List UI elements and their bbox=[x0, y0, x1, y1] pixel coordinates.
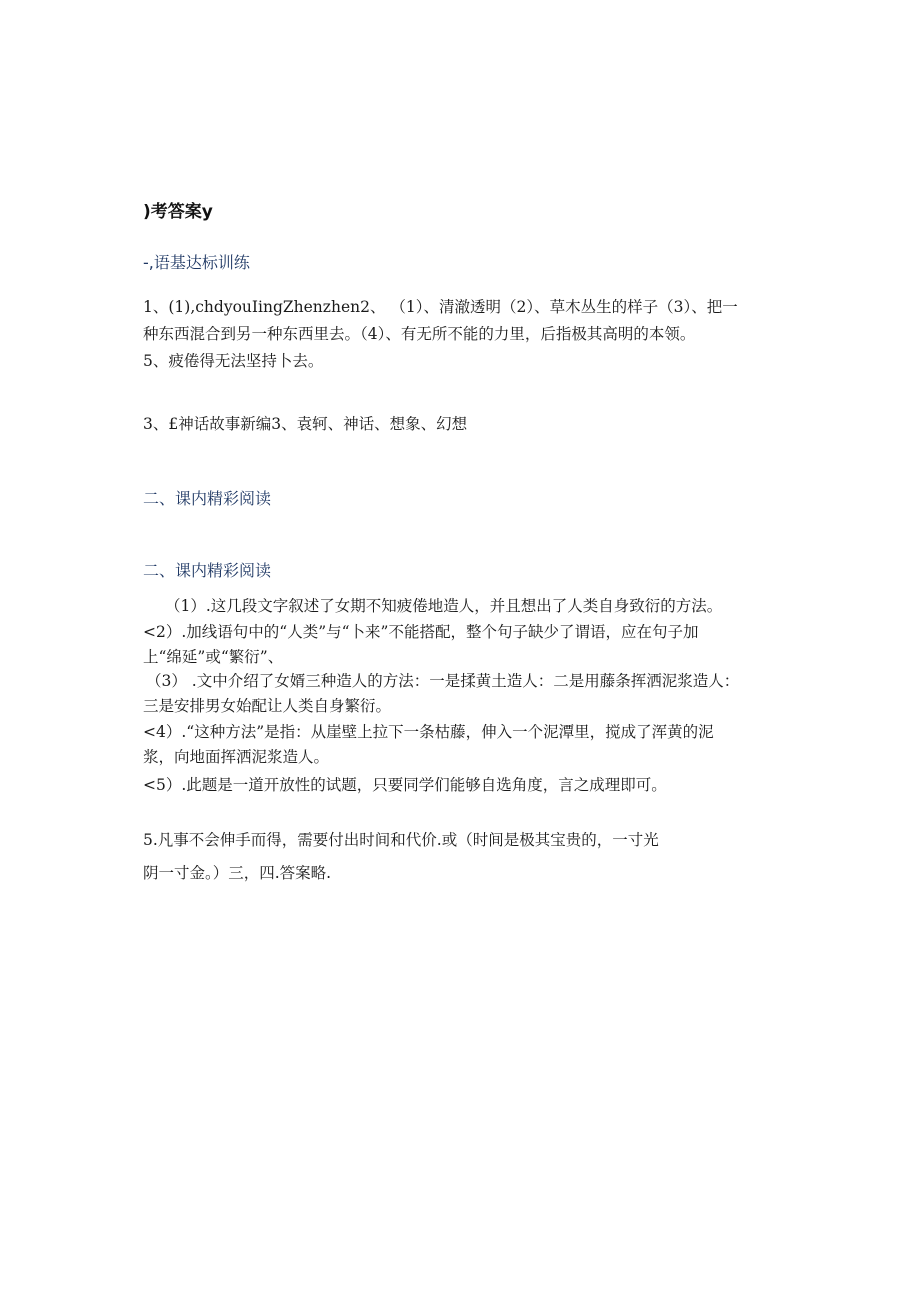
answer-line: <4）.“这种方法”是指：从崖壁上拉下一条枯藤，伸入一个泥潭里，搅成了浑黄的泥 bbox=[143, 723, 714, 741]
answer-line: （1）.这几段文字叙述了女期不知疲倦地造人，并且想出了人类自身致衍的方法。 bbox=[165, 597, 723, 615]
answer-line: 三是安排男女始配让人类自身繁衍。 bbox=[143, 697, 392, 715]
answer-line: 种东西混合到另一种东西里去。（4）、有无所不能的力里，后指极其高明的本领。 bbox=[143, 325, 696, 343]
answer-line: 1、(1),chdyouIingZhenzhen2、 （1）、清澈透明（2）、草木丛生的样子（3）、把一 bbox=[143, 298, 738, 316]
section-heading-reading-repeat: 二、课内精彩阅读 bbox=[143, 561, 272, 580]
answer-line: 阴一寸金。）三，四.答案略. bbox=[143, 864, 332, 882]
section-heading-basics: -,语基达标训练 bbox=[143, 253, 250, 272]
document-title: )考答案y bbox=[143, 202, 213, 222]
answer-line: 5、疲倦得无法坚持卜去。 bbox=[143, 352, 324, 370]
answer-line: 3、£神话故事新编3、袁轲、神话、想象、幻想 bbox=[143, 415, 468, 433]
answer-line: （3） .文中介绍了女婿三种造人的方法：一是揉黄土造人：二是用藤条挥洒泥浆造人： bbox=[146, 672, 740, 690]
answer-line: <5）.此题是一道开放性的试题，只要同学们能够自选角度，言之成理即可。 bbox=[143, 776, 667, 794]
answer-line: 5.凡事不会伸手而得，需要付出时间和代价.或（时间是极其宝贵的，一寸光 bbox=[143, 831, 659, 849]
answer-line: 浆，向地面挥洒泥浆造人。 bbox=[143, 748, 330, 766]
answer-line: <2）.加线语句中的“人类”与“卜来”不能搭配，整个句子缺少了谓语，应在句子加 bbox=[143, 623, 699, 641]
answer-line: 上“绵延”或“繁衍”、 bbox=[143, 648, 284, 666]
section-heading-reading: 二、课内精彩阅读 bbox=[143, 489, 272, 508]
